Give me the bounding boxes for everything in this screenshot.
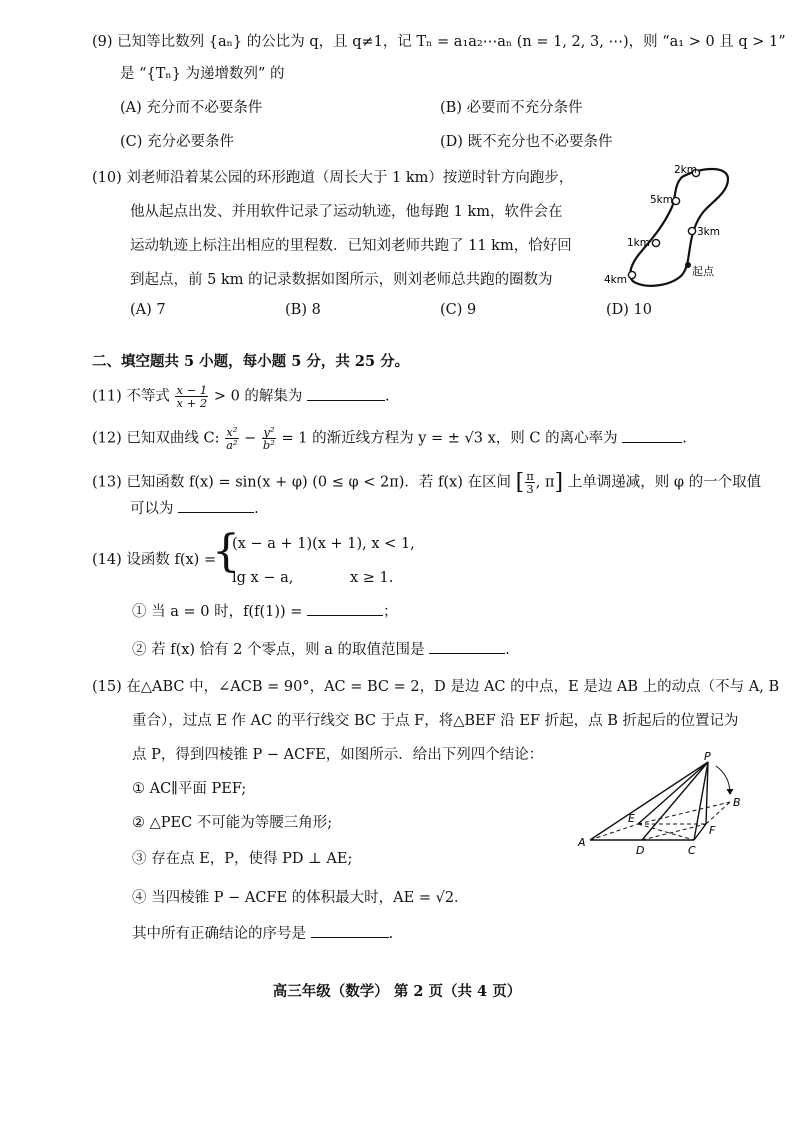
edge-AE bbox=[590, 824, 638, 840]
q11-answer-blank[interactable] bbox=[307, 386, 385, 401]
q11-numerator: x − 1 bbox=[176, 383, 208, 397]
q11 bbox=[92, 384, 390, 409]
marker-4km bbox=[628, 271, 635, 278]
label-B: B bbox=[733, 796, 741, 809]
edge-EC bbox=[638, 824, 694, 840]
label-A: A bbox=[578, 836, 586, 849]
q14-part1-blank[interactable] bbox=[307, 601, 383, 616]
edge-PC bbox=[694, 762, 708, 840]
pyramid-figure bbox=[570, 752, 750, 860]
q9-stem-line1: (9) 已知等比数列 {aₙ} 的公比为 q，且 q≠1，记 Tₙ = a₁a₂⋯aₙ (n = 1, 2, 3, ⋯)，则 “a₁ > 0 且 q > 1” bbox=[92, 34, 786, 50]
q12-den2: b² bbox=[262, 438, 275, 452]
q15-conclusion-2: ② △PEC 不可能为等腰三角形; bbox=[132, 815, 333, 831]
q11-prefix: (11) 不等式 bbox=[92, 388, 170, 405]
label-1km: 1km bbox=[627, 237, 650, 249]
q9-option-b: (B) 必要而不充分条件 bbox=[440, 100, 583, 116]
fold-arrow-icon bbox=[716, 766, 730, 794]
q14-part2 bbox=[132, 638, 510, 659]
q12-fraction-x bbox=[225, 426, 238, 451]
marker-5km bbox=[672, 197, 679, 204]
label-4km: 4km bbox=[604, 274, 627, 286]
q12-fraction-y bbox=[262, 426, 276, 451]
q14-prefix: (14) 设函数 f(x) = bbox=[92, 552, 217, 568]
q15-conclusion-1: ① AC∥平面 PEF; bbox=[132, 781, 247, 797]
q15-period: . bbox=[388, 926, 394, 942]
q14-case2-cond: x ≥ 1. bbox=[350, 570, 394, 586]
label-F: F bbox=[709, 824, 716, 837]
q14-part2-text: ② 若 f(x) 恰有 2 个零点，则 a 的取值范围是 bbox=[132, 642, 425, 658]
q9-option-c: (C) 充分必要条件 bbox=[120, 134, 235, 150]
label-start: 起点 bbox=[692, 265, 714, 278]
q13-line1 bbox=[92, 470, 761, 495]
q13-fraction bbox=[525, 470, 535, 495]
marker-3km bbox=[688, 227, 695, 234]
running-track-figure bbox=[600, 155, 740, 295]
q12-suffix: = 1 的渐近线方程为 y = ± √3 x，则 C 的离心率为 bbox=[281, 430, 618, 447]
q11-fraction bbox=[175, 384, 208, 409]
label-2km: 2km bbox=[674, 164, 697, 176]
q14-part2-end: . bbox=[505, 642, 510, 658]
q13-interval-end: , π bbox=[535, 474, 555, 491]
label-C: C bbox=[688, 844, 696, 857]
q10-option-d: (D) 10 bbox=[606, 302, 652, 318]
q14-part1 bbox=[132, 600, 398, 621]
q14-brace: { bbox=[212, 526, 240, 577]
q12-minus: − bbox=[244, 430, 257, 447]
label-D: D bbox=[636, 844, 645, 857]
q13-suffix: 上单调递减，则 φ 的一个取值 bbox=[567, 474, 762, 491]
q12-num2: y² bbox=[263, 425, 275, 439]
q13-line2 bbox=[130, 497, 259, 518]
q13-answer-blank[interactable] bbox=[178, 498, 254, 513]
q15-conclusion-3: ③ 存在点 E，P，使得 PD ⊥ AE; bbox=[132, 851, 353, 867]
q13-right-bracket: ] bbox=[554, 470, 564, 495]
q14-part1-text: ① 当 a = 0 时，f(f(1)) = bbox=[132, 604, 303, 620]
q10-stem-line4: 到起点，前 5 km 的记录数据如图所示，则刘老师总共跑的圈数为 bbox=[130, 272, 553, 288]
q14-case1: (x − a + 1)(x + 1), x < 1, bbox=[232, 536, 415, 552]
q13-prefix: (13) 已知函数 f(x) = sin(x + φ) (0 ≤ φ < 2π)．若 f(x) 在区间 bbox=[92, 474, 512, 491]
q10-option-c: (C) 9 bbox=[440, 302, 477, 318]
marker-1km bbox=[652, 239, 659, 246]
q10-stem-line2: 他从起点出发、并用软件记录了运动轨迹，他每跑 1 km，软件会在 bbox=[130, 204, 563, 220]
q13-line2-text: 可以为 bbox=[130, 501, 174, 517]
q15-ask bbox=[132, 922, 393, 943]
q12-den1: a² bbox=[226, 438, 238, 452]
q10-option-b: (B) 8 bbox=[285, 302, 321, 318]
q15-stem-line1: (15) 在△ABC 中，∠ACB = 90°，AC = BC = 2，D 是边 AC 的中点，E 是边 AB 上的动点（不与 A, B bbox=[92, 679, 780, 695]
edge-FB bbox=[706, 802, 730, 824]
q11-denominator: x + 2 bbox=[176, 396, 208, 410]
page-footer: 高三年级（数学） 第 2 页（共 4 页） bbox=[272, 983, 522, 1000]
edge-PD bbox=[642, 762, 708, 840]
q10-stem-line3: 运动轨迹上标注出相应的里程数．已知刘老师共跑了 11 km，恰好回 bbox=[130, 238, 572, 254]
edge-PE bbox=[638, 762, 708, 824]
q12-period: . bbox=[682, 430, 687, 447]
q12-num1: x² bbox=[226, 425, 238, 439]
q13-numerator: π bbox=[526, 469, 534, 483]
q13-period: . bbox=[254, 501, 259, 517]
q9-option-a: (A) 充分而不必要条件 bbox=[120, 100, 263, 116]
q15-conclusion-4: ④ 当四棱锥 P − ACFE 的体积最大时，AE = √2． bbox=[132, 890, 469, 906]
marker-start bbox=[685, 262, 691, 268]
label-E: E bbox=[628, 812, 635, 825]
q12-prefix: (12) 已知双曲线 C: bbox=[92, 430, 220, 447]
section-2-heading: 二、填空题共 5 小题，每小题 5 分，共 25 分。 bbox=[92, 353, 410, 370]
q9-stem-line2: 是 “{Tₙ} 为递增数列” 的 bbox=[120, 66, 285, 82]
q14-part1-end: ； bbox=[383, 604, 398, 620]
q10-stem-line1: (10) 刘老师沿着某公园的环形跑道（周长大于 1 km）按逆时针方向跑步， bbox=[92, 170, 574, 186]
q14-case2-expr: lg x − a, bbox=[232, 570, 294, 586]
q12-answer-blank[interactable] bbox=[622, 428, 682, 443]
edge-EB bbox=[638, 802, 730, 824]
q12 bbox=[92, 426, 687, 451]
q11-suffix: > 0 的解集为 bbox=[213, 388, 303, 405]
q15-answer-blank[interactable] bbox=[311, 923, 389, 938]
q14-part2-blank[interactable] bbox=[429, 639, 505, 654]
label-3km: 3km bbox=[697, 226, 720, 238]
q10-option-a: (A) 7 bbox=[130, 302, 166, 318]
q11-period: . bbox=[385, 388, 390, 405]
q15-ask-text: 其中所有正确结论的序号是 bbox=[132, 926, 306, 942]
label-5km: 5km bbox=[650, 194, 673, 206]
q13-left-bracket: [ bbox=[515, 470, 525, 495]
q13-denominator: 3 bbox=[526, 482, 534, 496]
q9-option-d: (D) 既不充分也不必要条件 bbox=[440, 134, 613, 150]
q15-stem-line3: 点 P，得到四棱锥 P − ACFE，如图所示．给出下列四个结论： bbox=[132, 747, 544, 763]
q15-stem-line2: 重合），过点 E 作 AC 的平行线交 BC 于点 F，将△BEF 沿 EF 折起，点 B 折起后的位置记为 bbox=[132, 713, 739, 729]
label-P: P bbox=[704, 752, 711, 763]
